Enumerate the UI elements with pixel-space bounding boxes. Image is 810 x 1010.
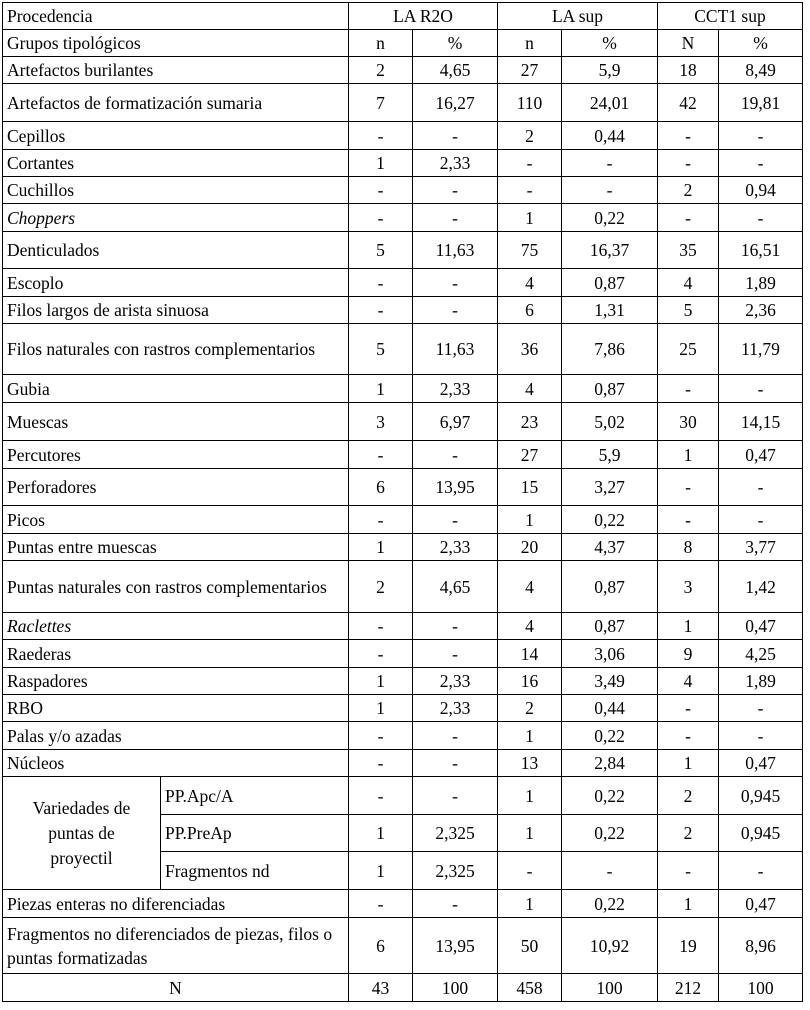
value-cell: 4: [498, 269, 562, 297]
value-cell: 2,84: [562, 750, 658, 777]
subrow-label: PP.PreAp: [161, 815, 349, 852]
row-label: Filos naturales con rastros complementarios: [3, 324, 349, 375]
grupos-header: Grupos tipológicos: [3, 30, 349, 57]
total-value-cell: 458: [498, 974, 562, 1002]
table-row: [3, 375, 803, 403]
value-cell: -: [413, 269, 498, 297]
value-cell: 50: [498, 918, 562, 974]
value-cell: -: [658, 722, 719, 750]
total-value-cell: 100: [413, 974, 498, 1002]
value-cell: 4,37: [562, 534, 658, 561]
value-cell: 2,33: [413, 534, 498, 561]
value-cell: 1: [349, 375, 413, 403]
row-label: Filos largos de arista sinuosa: [3, 297, 349, 324]
row-label: Muescas: [3, 403, 349, 441]
value-cell: -: [658, 375, 719, 403]
value-cell: 2,325: [413, 815, 498, 852]
value-cell: 1,31: [562, 297, 658, 324]
value-cell: 1,89: [719, 269, 803, 297]
table-row: [3, 777, 803, 815]
value-cell: 0,87: [562, 375, 658, 403]
row-label: Raederas: [3, 640, 349, 668]
table-row: [3, 57, 803, 84]
value-cell: 0,47: [719, 441, 803, 469]
value-cell: 2,33: [413, 375, 498, 403]
value-cell: 1: [349, 852, 413, 890]
row-label: Fragmentos no diferenciados de piezas, filos o puntas formatizadas: [3, 918, 349, 974]
table-row: [3, 84, 803, 122]
table-row: [3, 506, 803, 534]
typology-table: [2, 2, 803, 1002]
value-cell: -: [658, 150, 719, 177]
value-cell: -: [658, 122, 719, 150]
value-cell: 8,49: [719, 57, 803, 84]
value-cell: -: [498, 177, 562, 204]
value-cell: 0,22: [562, 722, 658, 750]
value-cell: 30: [658, 403, 719, 441]
value-cell: -: [413, 777, 498, 815]
value-cell: 1: [498, 204, 562, 232]
value-cell: 0,94: [719, 177, 803, 204]
value-cell: 0,44: [562, 122, 658, 150]
value-cell: -: [349, 722, 413, 750]
table-row: [3, 722, 803, 750]
value-cell: 19: [658, 918, 719, 974]
value-cell: 6: [349, 469, 413, 506]
value-cell: 0,44: [562, 695, 658, 722]
table-row: [3, 204, 803, 232]
value-cell: 23: [498, 403, 562, 441]
row-label: Choppers: [3, 204, 349, 232]
value-cell: -: [413, 750, 498, 777]
value-cell: 4,65: [413, 561, 498, 613]
value-cell: 0,945: [719, 777, 803, 815]
row-label: Núcleos: [3, 750, 349, 777]
total-label: N: [3, 974, 349, 1002]
site-header-la-sup: LA sup: [498, 3, 658, 30]
value-cell: 2: [658, 177, 719, 204]
value-cell: 1,89: [719, 668, 803, 695]
value-cell: 0,87: [562, 269, 658, 297]
value-cell: 0,22: [562, 777, 658, 815]
value-cell: 6: [498, 297, 562, 324]
row-label: Raspadores: [3, 668, 349, 695]
value-cell: 2,33: [413, 668, 498, 695]
value-cell: 0,22: [562, 204, 658, 232]
row-label: Denticulados: [3, 232, 349, 269]
value-cell: -: [349, 269, 413, 297]
value-cell: -: [413, 297, 498, 324]
value-cell: 10,92: [562, 918, 658, 974]
value-cell: 1: [349, 695, 413, 722]
value-cell: 1: [498, 890, 562, 918]
value-cell: 4,25: [719, 640, 803, 668]
value-cell: -: [719, 506, 803, 534]
total-value-cell: 100: [562, 974, 658, 1002]
value-cell: -: [562, 852, 658, 890]
value-cell: 4: [498, 613, 562, 640]
value-cell: -: [719, 852, 803, 890]
value-cell: 16,51: [719, 232, 803, 269]
row-label: Perforadores: [3, 469, 349, 506]
value-cell: 16,37: [562, 232, 658, 269]
table-row: [3, 324, 803, 375]
value-cell: 1: [498, 815, 562, 852]
value-cell: 1: [349, 534, 413, 561]
table-row: [3, 441, 803, 469]
row-label: Puntas naturales con rastros complementarios: [3, 561, 349, 613]
value-cell: 3,77: [719, 534, 803, 561]
table-row: [3, 695, 803, 722]
value-cell: -: [719, 695, 803, 722]
total-value-cell: 43: [349, 974, 413, 1002]
subheader-cell: %: [562, 30, 658, 57]
value-cell: -: [349, 640, 413, 668]
total-value-cell: 212: [658, 974, 719, 1002]
value-cell: 5: [349, 324, 413, 375]
value-cell: 2: [349, 561, 413, 613]
value-cell: 2: [658, 777, 719, 815]
value-cell: 35: [658, 232, 719, 269]
value-cell: 2,325: [413, 852, 498, 890]
value-cell: 1: [658, 890, 719, 918]
value-cell: -: [498, 150, 562, 177]
value-cell: -: [562, 177, 658, 204]
value-cell: 5,9: [562, 57, 658, 84]
value-cell: 4: [498, 561, 562, 613]
value-cell: 1: [498, 506, 562, 534]
value-cell: 14,15: [719, 403, 803, 441]
row-label: Gubia: [3, 375, 349, 403]
table-row: [3, 403, 803, 441]
table-row: [3, 668, 803, 695]
value-cell: -: [349, 890, 413, 918]
table-row: [3, 297, 803, 324]
value-cell: -: [413, 640, 498, 668]
value-cell: 11,63: [413, 232, 498, 269]
value-cell: 16,27: [413, 84, 498, 122]
value-cell: 1,42: [719, 561, 803, 613]
value-cell: -: [719, 150, 803, 177]
table-row: [3, 177, 803, 204]
value-cell: 19,81: [719, 84, 803, 122]
value-cell: 24,01: [562, 84, 658, 122]
subheader-cell: %: [719, 30, 803, 57]
value-cell: 0,47: [719, 750, 803, 777]
value-cell: 75: [498, 232, 562, 269]
total-value-cell: 100: [719, 974, 803, 1002]
value-cell: 3,49: [562, 668, 658, 695]
table-row: [3, 613, 803, 640]
value-cell: 11,63: [413, 324, 498, 375]
row-label: Picos: [3, 506, 349, 534]
value-cell: 0,22: [562, 890, 658, 918]
value-cell: -: [349, 122, 413, 150]
value-cell: -: [413, 890, 498, 918]
table-row: [3, 232, 803, 269]
table-row: [3, 269, 803, 297]
value-cell: 2: [658, 815, 719, 852]
value-cell: -: [658, 204, 719, 232]
value-cell: -: [349, 297, 413, 324]
value-cell: 27: [498, 441, 562, 469]
value-cell: 6: [349, 918, 413, 974]
row-label: Percutores: [3, 441, 349, 469]
value-cell: 42: [658, 84, 719, 122]
value-cell: 5: [658, 297, 719, 324]
table-row: [3, 150, 803, 177]
value-cell: -: [719, 204, 803, 232]
value-cell: 4: [658, 269, 719, 297]
value-cell: 11,79: [719, 324, 803, 375]
subrow-label: Fragmentos nd: [161, 852, 349, 890]
subheader-cell: N: [658, 30, 719, 57]
value-cell: 18: [658, 57, 719, 84]
value-cell: 3: [349, 403, 413, 441]
row-label: RBO: [3, 695, 349, 722]
value-cell: 1: [498, 777, 562, 815]
table-row: [3, 561, 803, 613]
value-cell: 5,02: [562, 403, 658, 441]
value-cell: 1: [658, 441, 719, 469]
value-cell: 2,33: [413, 695, 498, 722]
table-row: [3, 469, 803, 506]
value-cell: 0,22: [562, 815, 658, 852]
value-cell: 1: [349, 668, 413, 695]
row-label: Cortantes: [3, 150, 349, 177]
value-cell: 25: [658, 324, 719, 375]
header-row-sites: [3, 3, 803, 30]
value-cell: 20: [498, 534, 562, 561]
value-cell: -: [349, 750, 413, 777]
value-cell: 3,06: [562, 640, 658, 668]
row-label: Palas y/o azadas: [3, 722, 349, 750]
value-cell: -: [658, 506, 719, 534]
value-cell: 0,47: [719, 613, 803, 640]
row-label: Cepillos: [3, 122, 349, 150]
procedencia-header: Procedencia: [3, 3, 349, 30]
value-cell: 4: [498, 375, 562, 403]
row-label: Artefactos de formatización sumaria: [3, 84, 349, 122]
subrow-label: PP.Apc/A: [161, 777, 349, 815]
value-cell: -: [658, 695, 719, 722]
subheader-cell: n: [498, 30, 562, 57]
value-cell: 0,87: [562, 613, 658, 640]
table-row: [3, 534, 803, 561]
value-cell: 0,945: [719, 815, 803, 852]
value-cell: 2: [498, 122, 562, 150]
row-label: Raclettes: [3, 613, 349, 640]
value-cell: -: [498, 852, 562, 890]
value-cell: 0,87: [562, 561, 658, 613]
value-cell: 3: [658, 561, 719, 613]
value-cell: 13: [498, 750, 562, 777]
table-row: [3, 890, 803, 918]
value-cell: -: [719, 722, 803, 750]
value-cell: -: [719, 375, 803, 403]
value-cell: 2,36: [719, 297, 803, 324]
value-cell: 7: [349, 84, 413, 122]
header-row-columns: [3, 30, 803, 57]
value-cell: -: [562, 150, 658, 177]
value-cell: 1: [349, 150, 413, 177]
value-cell: 2: [498, 695, 562, 722]
value-cell: 13,95: [413, 918, 498, 974]
value-cell: -: [349, 441, 413, 469]
table-row: [3, 122, 803, 150]
value-cell: 36: [498, 324, 562, 375]
value-cell: -: [413, 506, 498, 534]
value-cell: 8: [658, 534, 719, 561]
subheader-cell: n: [349, 30, 413, 57]
value-cell: -: [349, 204, 413, 232]
site-header-cct1-sup: CCT1 sup: [658, 3, 803, 30]
total-row: [3, 974, 803, 1002]
group-label-puntas-proyectil: Variedades de puntas de proyectil: [3, 777, 161, 890]
value-cell: 1: [658, 613, 719, 640]
value-cell: -: [658, 469, 719, 506]
value-cell: 2,33: [413, 150, 498, 177]
value-cell: 4,65: [413, 57, 498, 84]
value-cell: 110: [498, 84, 562, 122]
value-cell: 5: [349, 232, 413, 269]
value-cell: 0,47: [719, 890, 803, 918]
site-header-la-r2o: LA R2O: [349, 3, 498, 30]
value-cell: 2: [349, 57, 413, 84]
row-label: Puntas entre muescas: [3, 534, 349, 561]
subheader-cell: %: [413, 30, 498, 57]
value-cell: -: [349, 777, 413, 815]
value-cell: -: [349, 177, 413, 204]
value-cell: 7,86: [562, 324, 658, 375]
value-cell: -: [413, 204, 498, 232]
value-cell: -: [413, 122, 498, 150]
table-row: [3, 918, 803, 974]
value-cell: -: [413, 613, 498, 640]
value-cell: 5,9: [562, 441, 658, 469]
value-cell: 9: [658, 640, 719, 668]
value-cell: 27: [498, 57, 562, 84]
value-cell: -: [413, 177, 498, 204]
value-cell: 4: [658, 668, 719, 695]
value-cell: 1: [658, 750, 719, 777]
value-cell: 13,95: [413, 469, 498, 506]
value-cell: -: [349, 613, 413, 640]
value-cell: 14: [498, 640, 562, 668]
value-cell: 6,97: [413, 403, 498, 441]
value-cell: 0,22: [562, 506, 658, 534]
table-row: [3, 750, 803, 777]
row-label: Artefactos burilantes: [3, 57, 349, 84]
value-cell: -: [658, 852, 719, 890]
table-row: [3, 640, 803, 668]
value-cell: 1: [498, 722, 562, 750]
row-label: Escoplo: [3, 269, 349, 297]
value-cell: -: [349, 506, 413, 534]
value-cell: -: [413, 441, 498, 469]
value-cell: 15: [498, 469, 562, 506]
value-cell: -: [719, 469, 803, 506]
value-cell: 1: [349, 815, 413, 852]
value-cell: 3,27: [562, 469, 658, 506]
row-label: Piezas enteras no diferenciadas: [3, 890, 349, 918]
value-cell: 8,96: [719, 918, 803, 974]
value-cell: 16: [498, 668, 562, 695]
value-cell: -: [413, 722, 498, 750]
row-label: Cuchillos: [3, 177, 349, 204]
value-cell: -: [719, 122, 803, 150]
